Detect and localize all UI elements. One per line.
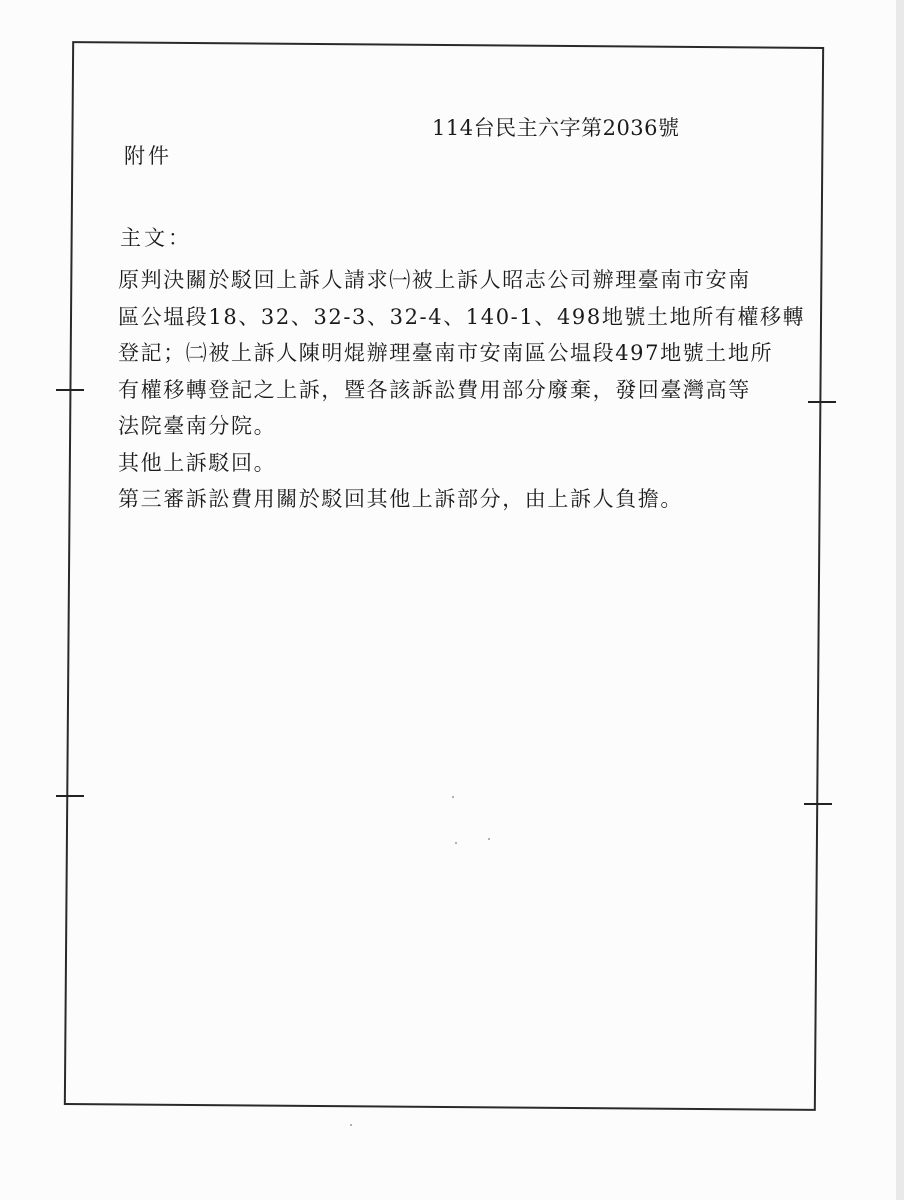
ruling-line: 登記；㈡被上訴人陳明焜辦理臺南市安南區公塭段497地號土地所 xyxy=(118,341,774,365)
ruling-line: 法院臺南分院。 xyxy=(118,414,277,438)
attachment-label: 附件 xyxy=(124,144,172,168)
margin-tick-left-upper xyxy=(56,389,84,391)
page-border-frame xyxy=(64,41,824,1111)
ruling-line: 第三審訴訟費用關於駁回其他上訴部分，由上訴人負擔。 xyxy=(118,487,683,511)
case-number: 114台民主六字第2036號 xyxy=(432,116,680,140)
scan-right-edge xyxy=(896,0,904,1200)
margin-tick-right-lower xyxy=(804,803,832,805)
margin-tick-left-lower xyxy=(56,795,84,797)
ruling-body xyxy=(118,262,808,518)
margin-tick-right-upper xyxy=(808,401,836,403)
ruling-line: 原判決關於駁回上訴人請求㈠被上訴人昭志公司辦理臺南市安南 xyxy=(118,268,751,292)
main-heading: 主文： xyxy=(120,226,192,250)
ruling-line: 其他上訴駁回。 xyxy=(118,450,277,475)
ruling-line: 區公塭段18、32、32-3、32-4、140-1、498地號土地所有權移轉 xyxy=(118,304,806,329)
ruling-line: 有權移轉登記之上訴，暨各該訴訟費用部分廢棄，發回臺灣高等 xyxy=(118,377,751,402)
